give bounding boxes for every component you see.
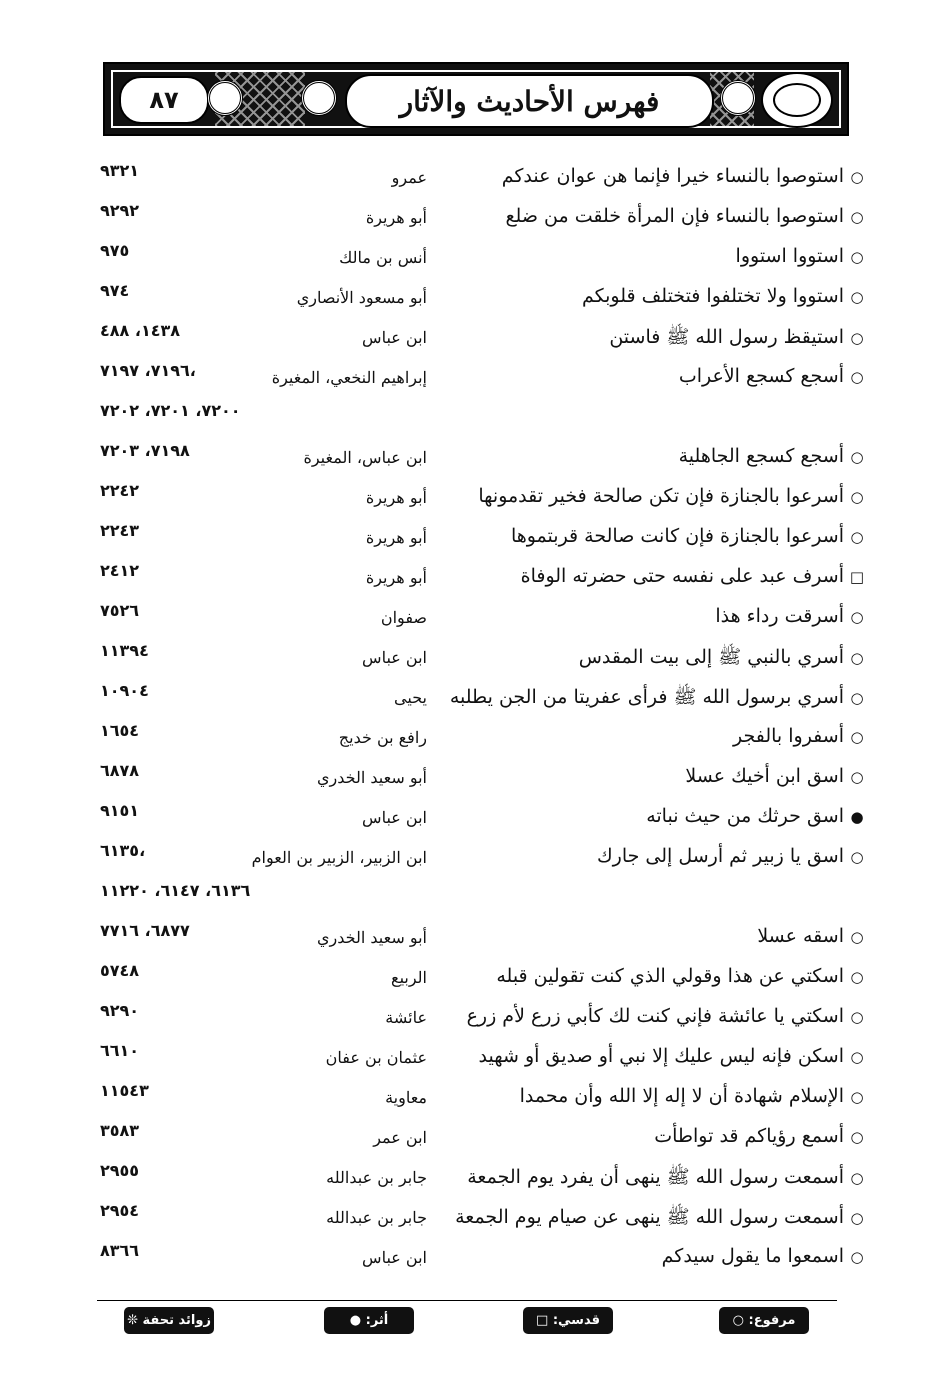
hadith-text [454, 165, 864, 187]
hadith-opening: أسرعوا بالجنازة فإن كانت صالحة قربتموها [510, 525, 844, 547]
page-number-box [119, 76, 209, 124]
publisher-emblem-icon [761, 72, 833, 128]
hadith-numbers: ٧١٩٦، ٧١٩٧، [100, 361, 196, 380]
index-entry [0, 358, 946, 398]
index-entry [0, 1238, 946, 1278]
hadith-text [454, 765, 864, 787]
hadith-numbers: ٦٨٧٨ [100, 761, 140, 780]
narrator: أبو هريرة [365, 568, 427, 587]
entry-type-icon: ○ [850, 689, 864, 707]
legend-qudsi: قدسي: □ [523, 1307, 613, 1334]
hadith-opening: أسفروا بالفجر [732, 725, 844, 747]
entry-type-icon: ○ [850, 1248, 864, 1266]
narrator: ابن عباس [362, 1248, 427, 1267]
ornament-knot-icon [720, 80, 756, 116]
index-entry [0, 1078, 946, 1118]
legend-zawaid: زوائد تحفة ❊ [124, 1307, 214, 1334]
hadith-text [454, 1005, 864, 1027]
hadith-text [454, 1165, 864, 1193]
hadith-opening: استوصوا بالنساء خيرا فإنما هن عوان عندكم [501, 165, 844, 187]
entry-type-icon: ○ [850, 928, 864, 946]
hadith-text [454, 645, 864, 673]
hadith-opening: أسري بالنبي ﷺ إلى بيت المقدس [578, 646, 844, 668]
entry-type-icon: ○ [850, 168, 864, 186]
narrator: إبراهيم النخعي، المغيرة [271, 368, 427, 387]
index-entry [0, 1118, 946, 1158]
narrator: يحيى [394, 688, 427, 707]
hadith-text [454, 325, 864, 353]
hadith-numbers: ٢٤١٢ [100, 561, 140, 580]
hadith-opening: أسرف عبد على نفسه حتى حضرته الوفاة [520, 565, 844, 587]
index-entry [0, 638, 946, 678]
hadith-opening: أسري برسول الله ﷺ فرأى عفريتا من الجن يطلبه [449, 686, 844, 708]
entry-type-icon: ○ [850, 528, 864, 546]
hadith-opening: اسكتي عن هذا وقولي الذي كنت تقولين قبله [496, 965, 844, 987]
hadith-numbers: ٦١٣٥، [100, 841, 146, 860]
hadith-numbers: ١١٥٤٣ [100, 1081, 149, 1100]
emblem-seal-icon [773, 83, 821, 117]
ornament-knot-icon [207, 80, 243, 116]
index-entry [0, 198, 946, 238]
index-entry [0, 558, 946, 598]
narrator: أبو سعيد الخدري [317, 928, 427, 947]
entry-type-icon: ○ [850, 649, 864, 667]
entry-type-icon: ○ [850, 728, 864, 746]
narrator: ابن عباس [362, 648, 427, 667]
entry-type-icon: ○ [850, 448, 864, 466]
hadith-text [454, 925, 864, 947]
hadith-numbers: ١٦٥٤ [100, 721, 140, 740]
page-title: فهرس الأحاديث والآثار [399, 84, 660, 118]
narrator: ابن عباس، المغيرة [303, 448, 427, 467]
hadith-numbers: ٩٧٤ [100, 281, 130, 300]
hadith-numbers: ٦١٣٦، ٦١٤٧، ١١٢٢٠ [100, 881, 251, 900]
hadith-opening: أسجع كسجع الجاهلية [678, 445, 844, 467]
hadith-numbers: ٦٨٧٧، ٧٧١٦ [100, 921, 190, 940]
narrator: أبو هريرة [365, 528, 427, 547]
page-header-banner [103, 62, 849, 136]
index-entry [0, 318, 946, 358]
entry-type-icon: ● [850, 808, 864, 826]
hadith-opening: الإسلام شهادة أن لا إله إلا الله وأن محمدا [519, 1085, 844, 1107]
hadith-opening: استيقظ رسول الله ﷺ فاستن [609, 326, 844, 348]
narrator: عائشة [385, 1008, 427, 1027]
hadith-numbers: ٨٣٦٦ [100, 1241, 140, 1260]
hadith-opening: اسمعوا ما يقول سيدكم [661, 1245, 844, 1267]
hadith-opening: استووا استووا [735, 245, 844, 267]
hadith-text [454, 365, 864, 387]
hadith-text [454, 565, 864, 587]
hadith-opening: اسكتي يا عائشة فإني كنت لك كأبي زرع لأم زرع [466, 1005, 844, 1027]
narrator: أبو مسعود الأنصاري [296, 288, 427, 307]
narrator: جابر بن عبدالله [326, 1208, 427, 1227]
narrator: ابن عباس [362, 328, 427, 347]
narrator: معاوية [385, 1088, 427, 1107]
narrator: ابن عمر [373, 1128, 427, 1147]
hadith-opening: استوصوا بالنساء فإن المرأة خلقت من ضلع [505, 205, 844, 227]
ornament-knot-icon [301, 80, 337, 116]
index-entry [0, 798, 946, 838]
hadith-numbers: ٢٢٤٢ [100, 481, 140, 500]
index-entry [0, 998, 946, 1038]
hadith-text [454, 485, 864, 507]
index-entry [0, 918, 946, 958]
entry-type-icon: ○ [850, 288, 864, 306]
entry-type-icon: ○ [850, 248, 864, 266]
index-entry [0, 1038, 946, 1078]
hadith-numbers: ٥٧٤٨ [100, 961, 140, 980]
narrator: صفوان [380, 608, 427, 627]
hadith-opening: أسمع رؤياكم قد تواطأت [654, 1125, 844, 1147]
narrator: ابن عباس [362, 808, 427, 827]
hadith-numbers: ٢٩٥٥ [100, 1161, 140, 1180]
index-entry [0, 1198, 946, 1238]
index-entry [0, 718, 946, 758]
hadith-numbers: ٧٥٢٦ [100, 601, 140, 620]
hadith-text [454, 1205, 864, 1233]
hadith-text [454, 525, 864, 547]
footer-divider [97, 1300, 837, 1301]
hadith-text [454, 205, 864, 227]
hadith-text [454, 965, 864, 987]
narrator: عثمان بن عفان [325, 1048, 427, 1067]
index-entry [0, 958, 946, 998]
narrator: أبو هريرة [365, 488, 427, 507]
hadith-text [449, 685, 864, 713]
hadith-text [454, 1245, 864, 1267]
hadith-opening: اسكن فإنه ليس عليك إلا نبي أو صديق أو شهيد [478, 1045, 844, 1067]
hadith-numbers: ٩٢٩٢ [100, 201, 140, 220]
entry-type-icon: ○ [850, 768, 864, 786]
hadith-numbers: ٧٢٠٠، ٧٢٠١، ٧٢٠٢ [100, 401, 241, 420]
index-entry-continuation [0, 398, 946, 438]
legend-marfu: مرفوع: ○ [719, 1307, 809, 1334]
hadith-numbers: ١٠٩٠٤ [100, 681, 149, 700]
entry-type-icon: ○ [850, 1169, 864, 1187]
narrator: أبو سعيد الخدري [317, 768, 427, 787]
index-entry [0, 598, 946, 638]
hadith-numbers: ٧١٩٨، ٧٢٠٣ [100, 441, 190, 460]
entry-type-icon: ○ [850, 368, 864, 386]
index-entry [0, 758, 946, 798]
index-entry [0, 438, 946, 478]
hadith-numbers: ٩٧٥ [100, 241, 130, 260]
hadith-text [454, 725, 864, 747]
narrator: أبو هريرة [365, 208, 427, 227]
index-entry-continuation [0, 878, 946, 918]
index-entry [0, 1158, 946, 1198]
hadith-numbers: ٢٢٤٣ [100, 521, 140, 540]
hadith-opening: اسقه عسلا [757, 925, 844, 947]
entry-type-icon: ○ [850, 608, 864, 626]
hadith-opening: أسمعت رسول الله ﷺ ينهى عن صيام يوم الجمعة [455, 1206, 844, 1228]
index-entry [0, 678, 946, 718]
hadith-text [454, 285, 864, 307]
hadith-opening: اسق حرثك من حيث نباته [646, 805, 844, 827]
hadith-text [454, 1085, 864, 1107]
entry-type-icon: ○ [850, 968, 864, 986]
narrator: ابن الزبير، الزبير بن العوام [251, 848, 427, 867]
hadith-opening: استووا ولا تختلفوا فتختلف قلوبكم [581, 285, 844, 307]
narrator: الربيع [391, 968, 427, 987]
narrator: رافع بن خديج [338, 728, 427, 747]
entry-type-icon: ○ [850, 1128, 864, 1146]
hadith-numbers: ٩٣٢١ [100, 161, 140, 180]
hadith-text [454, 845, 864, 867]
entry-type-icon: ○ [850, 1048, 864, 1066]
hadith-numbers: ٩١٥١ [100, 801, 140, 820]
hadith-opening: أسمعت رسول الله ﷺ ينهى أن يفرد يوم الجمعة [467, 1166, 844, 1188]
index-entry [0, 158, 946, 198]
entry-type-icon: ○ [850, 488, 864, 506]
index-entry [0, 238, 946, 278]
hadith-opening: اسق ابن أخيك عسلا [685, 765, 844, 787]
entry-type-icon: ○ [850, 208, 864, 226]
hadith-numbers: ١١٣٩٤ [100, 641, 149, 660]
hadith-numbers: ٣٥٨٣ [100, 1121, 140, 1140]
legend-athar: أثر: ● [324, 1307, 414, 1334]
narrator: جابر بن عبدالله [326, 1168, 427, 1187]
entry-type-icon: ○ [850, 329, 864, 347]
hadith-opening: اسق يا زبير ثم أرسل إلى جارك [596, 845, 844, 867]
hadith-text [454, 1125, 864, 1147]
hadith-text [454, 605, 864, 627]
hadith-text [454, 805, 864, 827]
hadith-opening: أسرعوا بالجنازة فإن تكن صالحة فخير تقدمونها [478, 485, 844, 507]
page-number: ٨٧ [149, 86, 179, 114]
hadith-numbers: ١٤٣٨، ٤٨٨ [100, 321, 181, 340]
hadith-numbers: ٦٦١٠ [100, 1041, 140, 1060]
entry-type-icon: □ [849, 568, 864, 586]
hadith-numbers: ٢٩٥٤ [100, 1201, 140, 1220]
hadith-text [454, 245, 864, 267]
narrator: عمرو [391, 168, 427, 187]
narrator: أنس بن مالك [339, 248, 427, 267]
hadith-text [454, 1045, 864, 1067]
index-entry [0, 838, 946, 878]
index-entry [0, 518, 946, 558]
page-title-box [345, 74, 714, 128]
hadith-opening: أسجع كسجع الأعراب [678, 365, 844, 387]
index-entry [0, 278, 946, 318]
entry-type-icon: ○ [850, 1209, 864, 1227]
entry-type-icon: ○ [850, 1008, 864, 1026]
index-entry [0, 478, 946, 518]
hadith-numbers: ٩٢٩٠ [100, 1001, 140, 1020]
entry-type-icon: ○ [850, 1088, 864, 1106]
entry-type-icon: ○ [850, 848, 864, 866]
hadith-text [454, 445, 864, 467]
hadith-opening: أسرقت رداء هذا [715, 605, 844, 627]
